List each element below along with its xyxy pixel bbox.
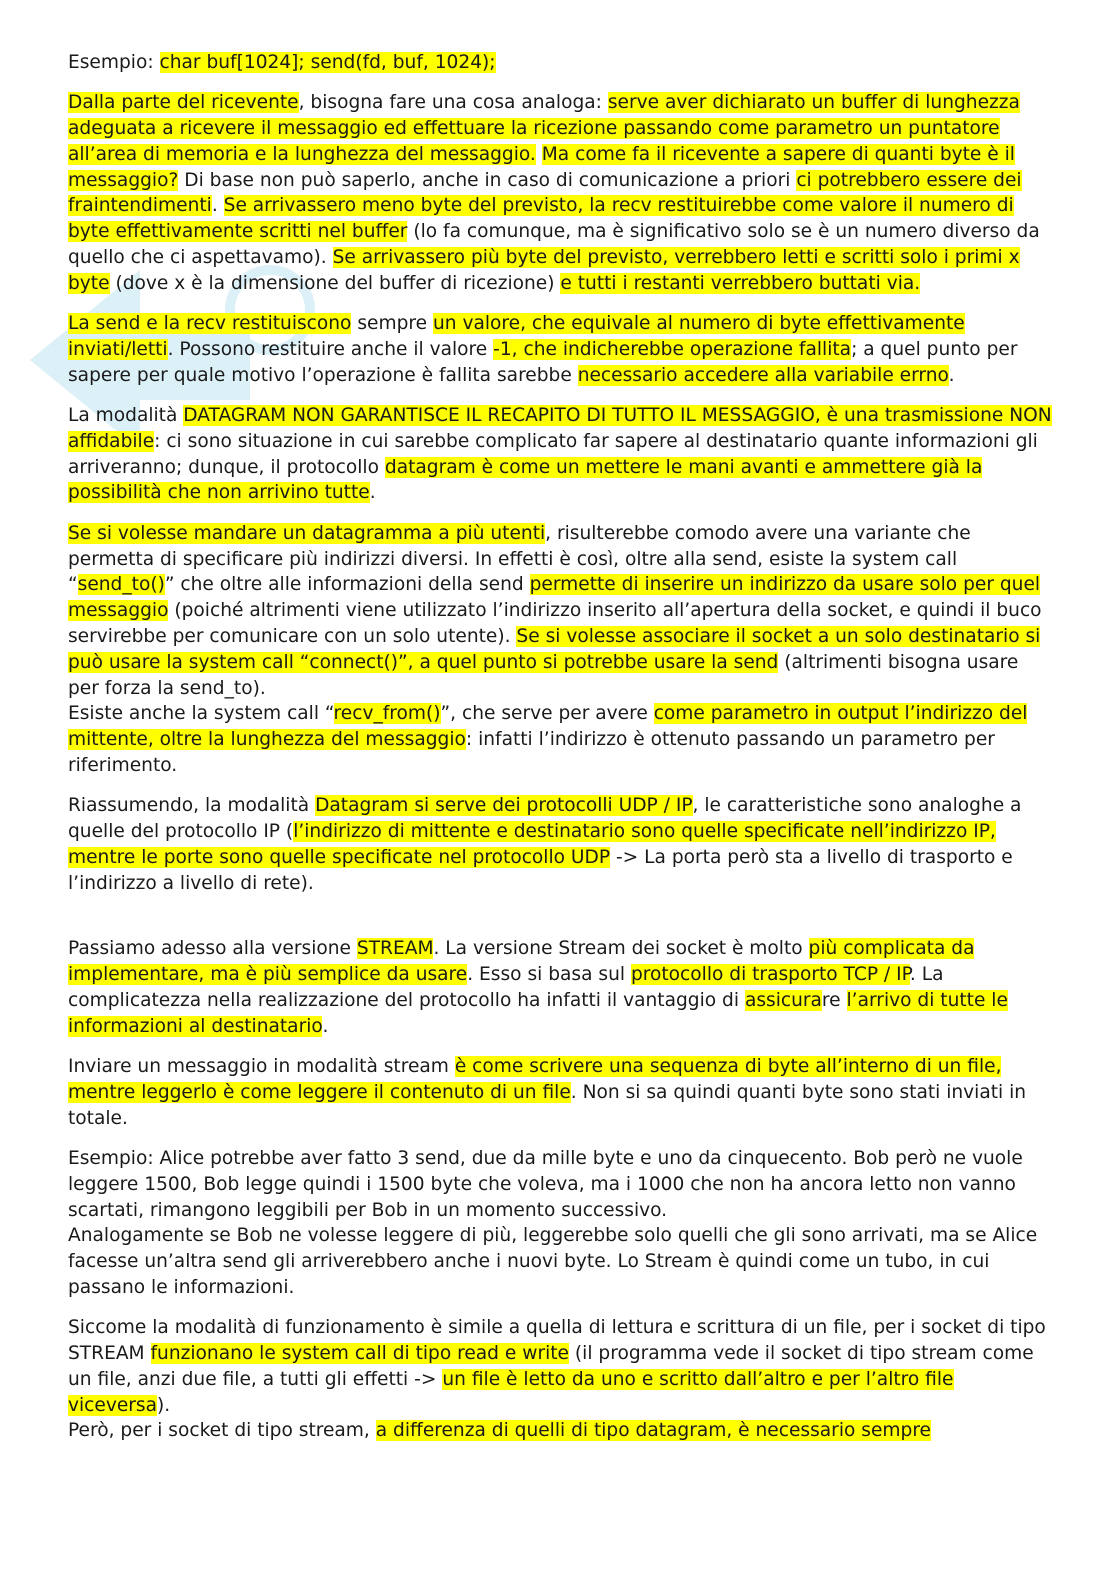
text-segment: Di base non può saperlo, anche in caso di comunicazione a priori [178, 169, 797, 191]
highlighted-text: STREAM [356, 938, 434, 960]
highlighted-text: l’indirizzo di mittente e destinatario sono quelle specificate nell’indirizzo IP, mentre le porte sono quelle specificate nel protocollo UDP [68, 821, 996, 868]
paragraph [68, 793, 1053, 896]
highlighted-text: Datagram si serve dei protocolli UDP / IP [315, 795, 693, 817]
text-segment: ”, che serve per avere [440, 703, 654, 725]
highlighted-text: più complicata da implementare, ma è più semplice da usare [68, 938, 975, 986]
paragraph [68, 50, 1053, 76]
highlighted-text: Dalla parte del ricevente [68, 92, 299, 114]
highlighted-text: funzionano le system call di tipo read e write [150, 1343, 569, 1365]
highlighted-text: La send e la recv restituiscono [68, 313, 352, 335]
highlighted-text: Se arrivassero più byte del previsto, verrebbero letti e scritti solo i primi x byte [68, 247, 1020, 294]
text-segment: re [821, 990, 847, 1011]
highlighted-text: Se arrivassero meno byte del previsto, la recv restituirebbe come valore il numero di byte effettivamente scritti nel buffer [68, 195, 1014, 243]
text-segment: Però, per i socket di tipo stream, [68, 1420, 376, 1442]
text-segment: (lo fa comunque, ma è significativo solo se è un numero diverso da quello che ci aspettavamo). [68, 221, 1040, 269]
highlighted-text: come parametro in output l’indirizzo del mittente, oltre la lunghezza del messaggio [68, 703, 1028, 751]
text-segment: (altrimenti bisogna usare per forza la send_to). [68, 651, 1019, 699]
text-segment: ” che oltre alle informazioni della send [164, 574, 530, 596]
text-segment: . Esso si basa sul [467, 964, 631, 986]
highlighted-text: assicura [744, 990, 822, 1011]
highlighted-text: protocollo di trasporto TCP / IP [630, 964, 910, 986]
highlighted-text: è come scrivere una sequenza di byte all’interno di un file, mentre leggerlo è come leggere il contenuto di un file [68, 1056, 1002, 1103]
text-segment: : ci sono situazione in cui sarebbe complicato far sapere al destinatario quante informazioni gli arriveranno; dunque, il protocollo [68, 430, 1038, 478]
highlighted-text: send_to() [77, 574, 165, 596]
text-segment: Analogamente se Bob ne volesse leggere di più, leggerebbe solo quelli che gli sono arrivati, ma se Alice facesse un’altra send gli arriverebbero anche i nuovi byte. Lo Stream è quindi come un tubo, in cui passano le informazioni. [68, 1225, 1038, 1298]
highlighted-text: datagram è come un mettere le mani avanti e ammettere già la possibilità che non arrivino tutte [68, 456, 983, 504]
text-segment: (poiché altrimenti viene utilizzato l’indirizzo inserito all’apertura della socket, e quindi il buco servirebbe per comunicare con un solo utente). [68, 600, 1042, 647]
text-segment: . Possono restituire anche il valore [167, 338, 494, 360]
paragraph [68, 90, 1053, 296]
highlighted-text: ci potrebbero essere dei fraintendimenti [68, 169, 1022, 217]
text-segment: Esempio: [68, 52, 160, 73]
text-segment: (dove x è la dimensione del buffer di ricezione) [109, 272, 561, 294]
text-segment: . La versione Stream dei socket è molto [433, 938, 809, 960]
text-segment: La modalità [68, 405, 184, 427]
highlighted-text: Se si volesse mandare un datagramma a più utenti [68, 522, 546, 544]
text-segment: , risulterebbe comodo avere una variante che permetta di specificare più indirizzi diversi. In effetti è così, oltre alla send, esiste la system call “ [68, 522, 971, 596]
paragraph [68, 1146, 1053, 1301]
text-segment: Riassumendo, la modalità [68, 795, 316, 817]
document-body [68, 50, 1053, 1459]
highlighted-text: recv_from() [333, 703, 441, 725]
highlighted-text: permette di inserire un indirizzo da usare solo per quel messaggio [68, 574, 1041, 622]
highlighted-text: e tutti i restanti verrebbero buttati via. [560, 272, 921, 294]
text-segment: (il programma vede il socket di tipo stream come un file, anzi due file, a tutti gli effetti -> [68, 1343, 1034, 1390]
text-segment: , le caratteristiche sono analoghe a quelle del protocollo IP ( [68, 795, 1022, 843]
text-segment: sempre [351, 313, 433, 335]
highlighted-text: un valore, che equivale al numero di byte effettivamente inviati/letti [68, 313, 965, 360]
highlighted-text: -1, che indicherebbe operazione fallita [493, 338, 852, 360]
highlighted-text: DATAGRAM NON GARANTISCE IL RECAPITO DI TUTTO IL MESSAGGIO, è una trasmissione NON affidabile [68, 405, 1052, 452]
text-segment: Passiamo adesso alla versione [68, 938, 357, 960]
highlighted-text: Ma come fa il ricevente a sapere di quanti byte è il messaggio? [68, 143, 1015, 191]
paragraph [68, 521, 1053, 779]
highlighted-text: serve aver dichiarato un buffer di lunghezza adeguata a ricevere il messaggio ed effettuare la ricezione passando come parametro un puntatore all’area di memoria e la lunghezza del messaggio. [68, 92, 1020, 165]
text-segment: Siccome la modalità di funzionamento è simile a quella di lettura e scrittura di un file, per i socket di tipo STREAM [68, 1317, 1046, 1365]
text-segment: Esiste anche la system call “ [68, 703, 334, 725]
text-segment: Inviare un messaggio in modalità stream [68, 1056, 455, 1078]
text-segment: Esempio: Alice potrebbe aver fatto 3 send, due da mille byte e uno da cinquecento. Bob però ne vuole leggere 1500, Bob legge quindi i 1500 byte che voleva, ma i 1000 che non ha ancora letto non vanno scartati, rimangono leggibili per Bob in un momento successivo. [68, 1147, 1023, 1221]
paragraph [68, 403, 1053, 506]
paragraph [68, 1054, 1053, 1131]
highlighted-text: l’arrivo di tutte le informazioni al destinatario [68, 990, 1008, 1037]
highlighted-text: Se si volesse associare il socket a un solo destinatario si può usare la system call “connect()”, a quel punto si potrebbe usare la send [68, 625, 1041, 673]
highlighted-text: a differenza di quelli di tipo datagram, è necessario sempre [375, 1420, 931, 1442]
text-segment: : infatti l’indirizzo è ottenuto passando un parametro per riferimento. [68, 729, 995, 776]
highlighted-text: necessario accedere alla variabile errno [577, 364, 949, 386]
highlighted-text: un file è letto da uno e scritto dall’altro e per l’altro file viceversa [68, 1368, 954, 1416]
paragraph [68, 1315, 1053, 1444]
text-segment [536, 144, 542, 165]
text-segment: -> La porta però sta a livello di trasporto e l’indirizzo a livello di rete). [68, 846, 1013, 894]
text-segment: . Non si sa quindi quanti byte sono stati inviati in totale. [68, 1081, 1027, 1129]
text-segment: ; a quel punto per sapere per quale motivo l’operazione è fallita sarebbe [68, 338, 1018, 386]
paragraph [68, 311, 1053, 388]
text-segment: ). [157, 1394, 171, 1416]
text-segment: . [211, 195, 224, 217]
text-segment: . La complicatezza nella realizzazione del protocollo ha infatti il vantaggio di [68, 964, 944, 1011]
text-segment: . [322, 1015, 329, 1037]
text-segment: . [369, 482, 376, 504]
paragraph [68, 936, 1053, 1039]
highlighted-text: char buf[1024]; send(fd, buf, 1024); [159, 52, 496, 73]
text-segment: . [948, 364, 955, 386]
text-segment: , bisogna fare una cosa analoga: [298, 92, 608, 114]
